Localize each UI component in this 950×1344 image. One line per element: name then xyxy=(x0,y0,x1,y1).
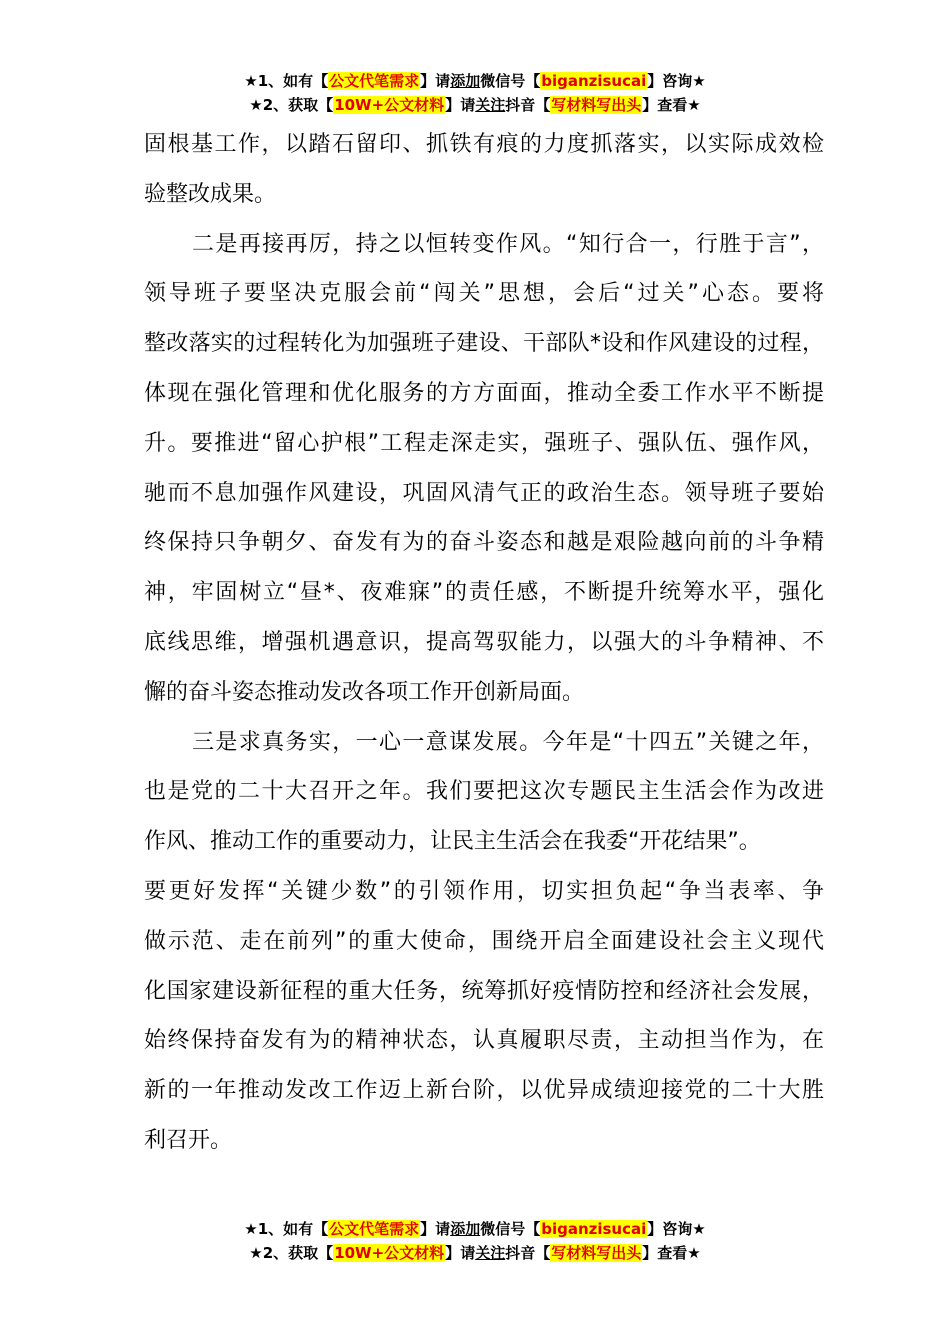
banner-line-1-highlight-wechat: biganzisucai xyxy=(541,72,647,90)
banner-line-1-highlight-service: 公文代笔需求 xyxy=(329,72,420,90)
banner-line-2-mid: 】请 xyxy=(445,96,476,114)
banner-line-2-prefix: ★2、获取【 xyxy=(249,96,334,114)
body-line: 整改落实的过程转化为加强班子建设、干部队*设和作风建设的过程， xyxy=(144,331,824,357)
banner-line-1 xyxy=(0,69,950,93)
banner-line-1-mid2: 微信号【 xyxy=(480,1220,541,1238)
banner-line-1-prefix: ★1、如有【 xyxy=(244,1220,329,1238)
banner-line-2-mid2: 抖音【 xyxy=(505,1244,551,1262)
body-line: 底线思维，增强机遇意识，提高驾驭能力，以强大的斗争精神、不 xyxy=(144,629,824,655)
banner-line-2 xyxy=(0,1241,950,1265)
banner-line-1 xyxy=(0,1217,950,1241)
banner-line-2-highlight-materials: 10W+公文材料 xyxy=(334,96,445,114)
body-line: 终保持只争朝夕、奋发有为的奋斗姿态和越是艰险越向前的斗争精 xyxy=(144,530,824,556)
body-line: 验整改成果。 xyxy=(144,181,277,207)
banner-line-1-emphasis: 添加 xyxy=(450,72,481,90)
banner-line-2-highlight-douyin: 写材料写出头 xyxy=(551,96,642,114)
body-line: 新的一年推动发改工作迈上新台阶，以优异成绩迎接党的二十大胜 xyxy=(144,1078,824,1104)
banner-line-1-suffix: 】咨询★ xyxy=(647,1220,706,1238)
paragraph-start-line: 三是求真务实，一心一意谋发展。今年是“十四五”关键之年， xyxy=(192,729,825,755)
body-line: 利召开。 xyxy=(144,1127,233,1153)
document-body xyxy=(144,120,824,1166)
body-line: 驰而不息加强作风建设，巩固风清气正的政治生态。领导班子要始 xyxy=(144,480,824,506)
banner-line-1-highlight-wechat: biganzisucai xyxy=(541,1220,647,1238)
banner-line-1-mid2: 微信号【 xyxy=(480,72,541,90)
banner-line-1-emphasis: 添加 xyxy=(450,1220,481,1238)
banner-line-2-suffix: 】查看★ xyxy=(642,1244,701,1262)
body-line: 固根基工作，以踏石留印、抓铁有痕的力度抓落实，以实际成效检 xyxy=(144,132,824,157)
header-banner xyxy=(0,69,950,117)
body-line: 领导班子要坚决克服会前“闯关”思想，会后“过关”心态。要将 xyxy=(144,281,824,307)
body-line: 要更好发挥“关键少数”的引领作用，切实担负起“争当表率、争 xyxy=(144,878,824,904)
body-line: 作风、推动工作的重要动力，让民主生活会在我委“开花结果”。 xyxy=(144,829,761,855)
body-line: 始终保持奋发有为的精神状态，认真履职尽责，主动担当作为，在 xyxy=(144,1028,824,1054)
banner-line-2-suffix: 】查看★ xyxy=(642,96,701,114)
banner-line-1-prefix: ★1、如有【 xyxy=(244,72,329,90)
banner-line-2-emphasis: 关注 xyxy=(475,1244,506,1262)
body-line: 也是党的二十大召开之年。我们要把这次专题民主生活会作为改进 xyxy=(144,779,824,805)
banner-line-2-highlight-materials: 10W+公文材料 xyxy=(334,1244,445,1262)
banner-line-2-emphasis: 关注 xyxy=(475,96,506,114)
banner-line-2 xyxy=(0,93,950,117)
banner-line-2-mid2: 抖音【 xyxy=(505,96,551,114)
banner-line-2-highlight-douyin: 写材料写出头 xyxy=(551,1244,642,1262)
banner-line-1-suffix: 】咨询★ xyxy=(647,72,706,90)
banner-line-1-mid: 】请 xyxy=(420,72,451,90)
body-line: 神，牢固树立“昼*、夜难寐”的责任感，不断提升统筹水平，强化 xyxy=(144,580,824,606)
banner-line-1-highlight-service: 公文代笔需求 xyxy=(329,1220,420,1238)
body-line: 做示范、走在前列”的重大使命，围绕开启全面建设社会主义现代 xyxy=(144,928,824,954)
paragraph-start-line: 二是再接再厉，持之以恒转变作风。“知行合一，行胜于言”， xyxy=(192,231,825,257)
body-line: 体现在强化管理和优化服务的方方面面，推动全委工作水平不断提 xyxy=(144,380,824,406)
body-line: 懈的奋斗姿态推动发改各项工作开创新局面。 xyxy=(144,679,585,705)
footer-banner xyxy=(0,1217,950,1265)
banner-line-2-mid: 】请 xyxy=(445,1244,476,1262)
banner-line-2-prefix: ★2、获取【 xyxy=(249,1244,334,1262)
banner-line-1-mid: 】请 xyxy=(420,1220,451,1238)
body-line: 升。要推进“留心护根”工程走深走实，强班子、强队伍、强作风， xyxy=(144,430,824,456)
body-line: 化国家建设新征程的重大任务，统筹抓好疫情防控和经济社会发展， xyxy=(144,978,824,1004)
